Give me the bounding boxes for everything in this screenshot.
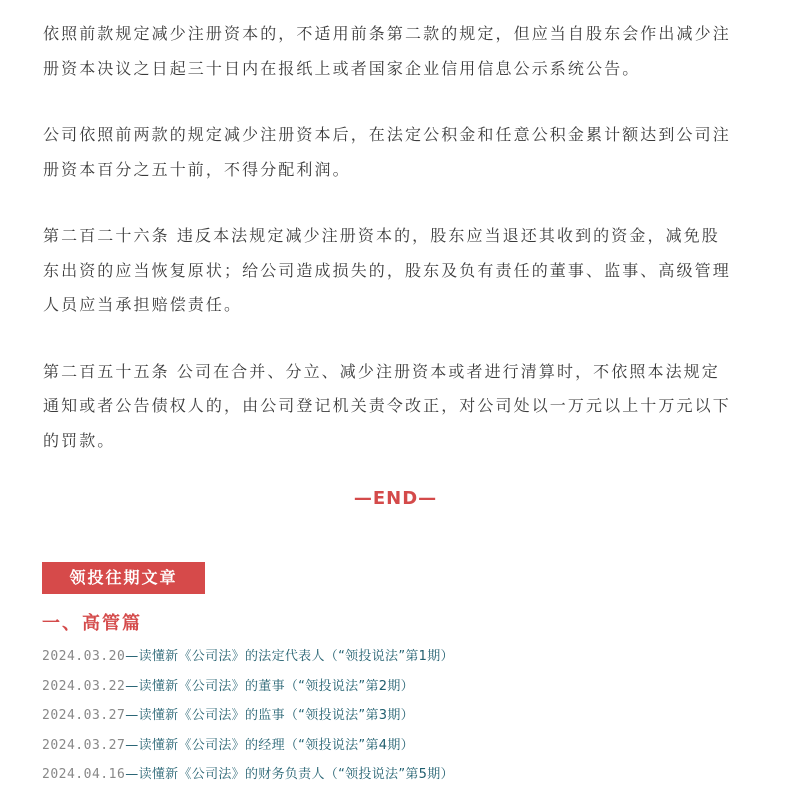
article-title: —读懂新《公司法》的监事（“领投说法”第3期）: [125, 708, 414, 724]
paragraph-line: 册资本百分之五十前，不得分配利润。: [43, 159, 351, 179]
past-articles-banner: 领投往期文章: [42, 562, 205, 594]
paragraph-line: 册资本决议之日起三十日内在报纸上或者国家企业信用信息公示系统公告。: [43, 58, 641, 78]
end-mark: —END—: [353, 488, 438, 509]
past-articles-list: [42, 645, 762, 793]
article-date: 2024.04.16: [42, 767, 126, 783]
paragraph-line: 第二百二十六条 违反本法规定减少注册资本的，股东应当退还其收到的资金，减免股: [43, 226, 720, 245]
article-date: 2024.03.27: [42, 737, 126, 753]
past-article-link-4[interactable]: [42, 734, 762, 764]
article-date: 2024.03.22: [42, 678, 126, 694]
paragraph-profit-distribution: [43, 118, 749, 187]
article-date: 2024.03.27: [42, 708, 126, 724]
paragraph-line: 东出资的应当恢复原状；给公司造成损失的，股东及负有责任的董事、监事、高级管理: [43, 260, 731, 280]
paragraph-reduction-notice: [43, 17, 749, 86]
article-body: [43, 17, 749, 490]
article-date: 2024.03.20: [42, 649, 126, 664]
paragraph-line: 公司依照前两款的规定减少注册资本后，在法定公积金和任意公积金累计额达到公司注: [43, 125, 731, 144]
paragraph-article-226: [43, 219, 749, 323]
paragraph-line: 依照前款规定减少注册资本的，不适用前条第二款的规定，但应当自股东会作出减少注: [43, 24, 731, 43]
article-title: —读懂新《公司法》的财务负责人（“领投说法”第5期）: [125, 767, 454, 783]
past-article-link-5[interactable]: [42, 763, 762, 793]
paragraph-line: 人员应当承担赔偿责任。: [43, 295, 243, 314]
article-title: —读懂新《公司法》的法定代表人（“领投说法”第1期）: [125, 649, 454, 664]
article-title: —读懂新《公司法》的经理（“领投说法”第4期）: [125, 737, 414, 753]
section-heading-executives: 一、高管篇: [42, 613, 142, 634]
past-article-link-3[interactable]: [42, 704, 762, 734]
paragraph-line: 通知或者公告债权人的，由公司登记机关责令改正，对公司处以一万元以上十万元以下: [43, 396, 731, 415]
past-article-link-2[interactable]: [42, 675, 762, 705]
article-title: —读懂新《公司法》的董事（“领投说法”第2期）: [125, 678, 414, 694]
paragraph-line: 第二百五十五条 公司在合并、分立、减少注册资本或者进行清算时，不依照本法规定: [43, 361, 720, 381]
past-article-link-1[interactable]: [42, 645, 762, 675]
paragraph-line: 的罚款。: [43, 430, 116, 450]
paragraph-article-255: [43, 355, 749, 459]
